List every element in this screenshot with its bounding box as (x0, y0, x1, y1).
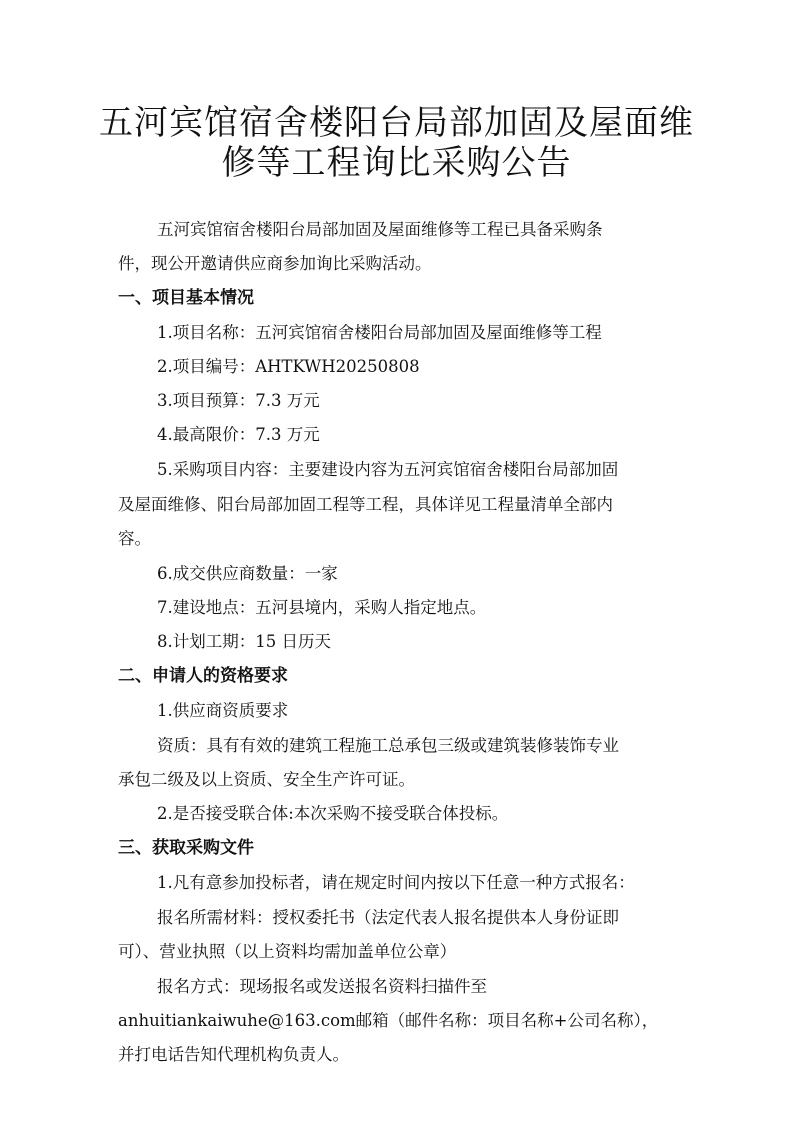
project-number: 2.项目编号：AHTKWH20250808 (157, 357, 420, 376)
document-title-line-2: 修等工程询比采购公告 (221, 143, 572, 183)
materials-line-2: 可）、营业执照（以上资料均需加盖单位公章） (118, 942, 457, 961)
qualification-line-2: 承包二级及以上资质、安全生产许可证。 (118, 770, 415, 789)
supplier-qualification: 1.供应商资质要求 (157, 701, 289, 720)
procurement-content-line-2: 及屋面维修、阳台局部加固工程等工程，具体详见工程量清单全部内 (118, 495, 613, 514)
procurement-content-line-3: 容。 (118, 529, 151, 548)
consortium-policy: 2.是否接受联合体:本次采购不接受联合体投标。 (157, 804, 509, 823)
project-name: 1.项目名称：五河宾馆宿舍楼阳台局部加固及屋面维修等工程 (157, 323, 602, 342)
project-budget: 3.项目预算：7.3 万元 (157, 391, 320, 410)
intro-line-2: 件，现公开邀请供应商参加询比采购活动。 (118, 254, 432, 273)
planned-duration: 8.计划工期：15 日历天 (157, 632, 331, 651)
materials-line-1: 报名所需材料：授权委托书（法定代表人报名提供本人身份证即 (157, 908, 619, 927)
method-line-1: 报名方式：现场报名或发送报名资料扫描件至 (157, 977, 487, 996)
intro-line-1: 五河宾馆宿舍楼阳台局部加固及屋面维修等工程已具备采购条 (157, 220, 603, 239)
method-line-3: 并打电话告知代理机构负责人。 (118, 1045, 349, 1064)
section-3-heading: 三、获取采购文件 (118, 838, 254, 858)
max-price: 4.最高限价：7.3 万元 (157, 425, 320, 444)
procurement-content-line-1: 5.采购项目内容：主要建设内容为五河宾馆宿舍楼阳台局部加固 (157, 460, 619, 479)
section-2-heading: 二、申请人的资格要求 (118, 666, 288, 686)
construction-site: 7.建设地点：五河县境内，采购人指定地点。 (157, 598, 487, 617)
method-line-2: anhuitiankaiwuhe@163.com邮箱（邮件名称：项目名称+公司名称）， (118, 1011, 659, 1030)
qualification-line-1: 资质：具有有效的建筑工程施工总承包三级或建筑装修装饰专业 (157, 736, 619, 755)
supplier-count: 6.成交供应商数量：一家 (157, 564, 338, 583)
document-title-line-1: 五河宾馆宿舍楼阳台局部加固及屋面维 (99, 103, 694, 143)
section-1-heading: 一、项目基本情况 (118, 288, 254, 308)
registration-intro: 1.凡有意参加投标者，请在规定时间内按以下任意一种方式报名： (157, 873, 635, 892)
